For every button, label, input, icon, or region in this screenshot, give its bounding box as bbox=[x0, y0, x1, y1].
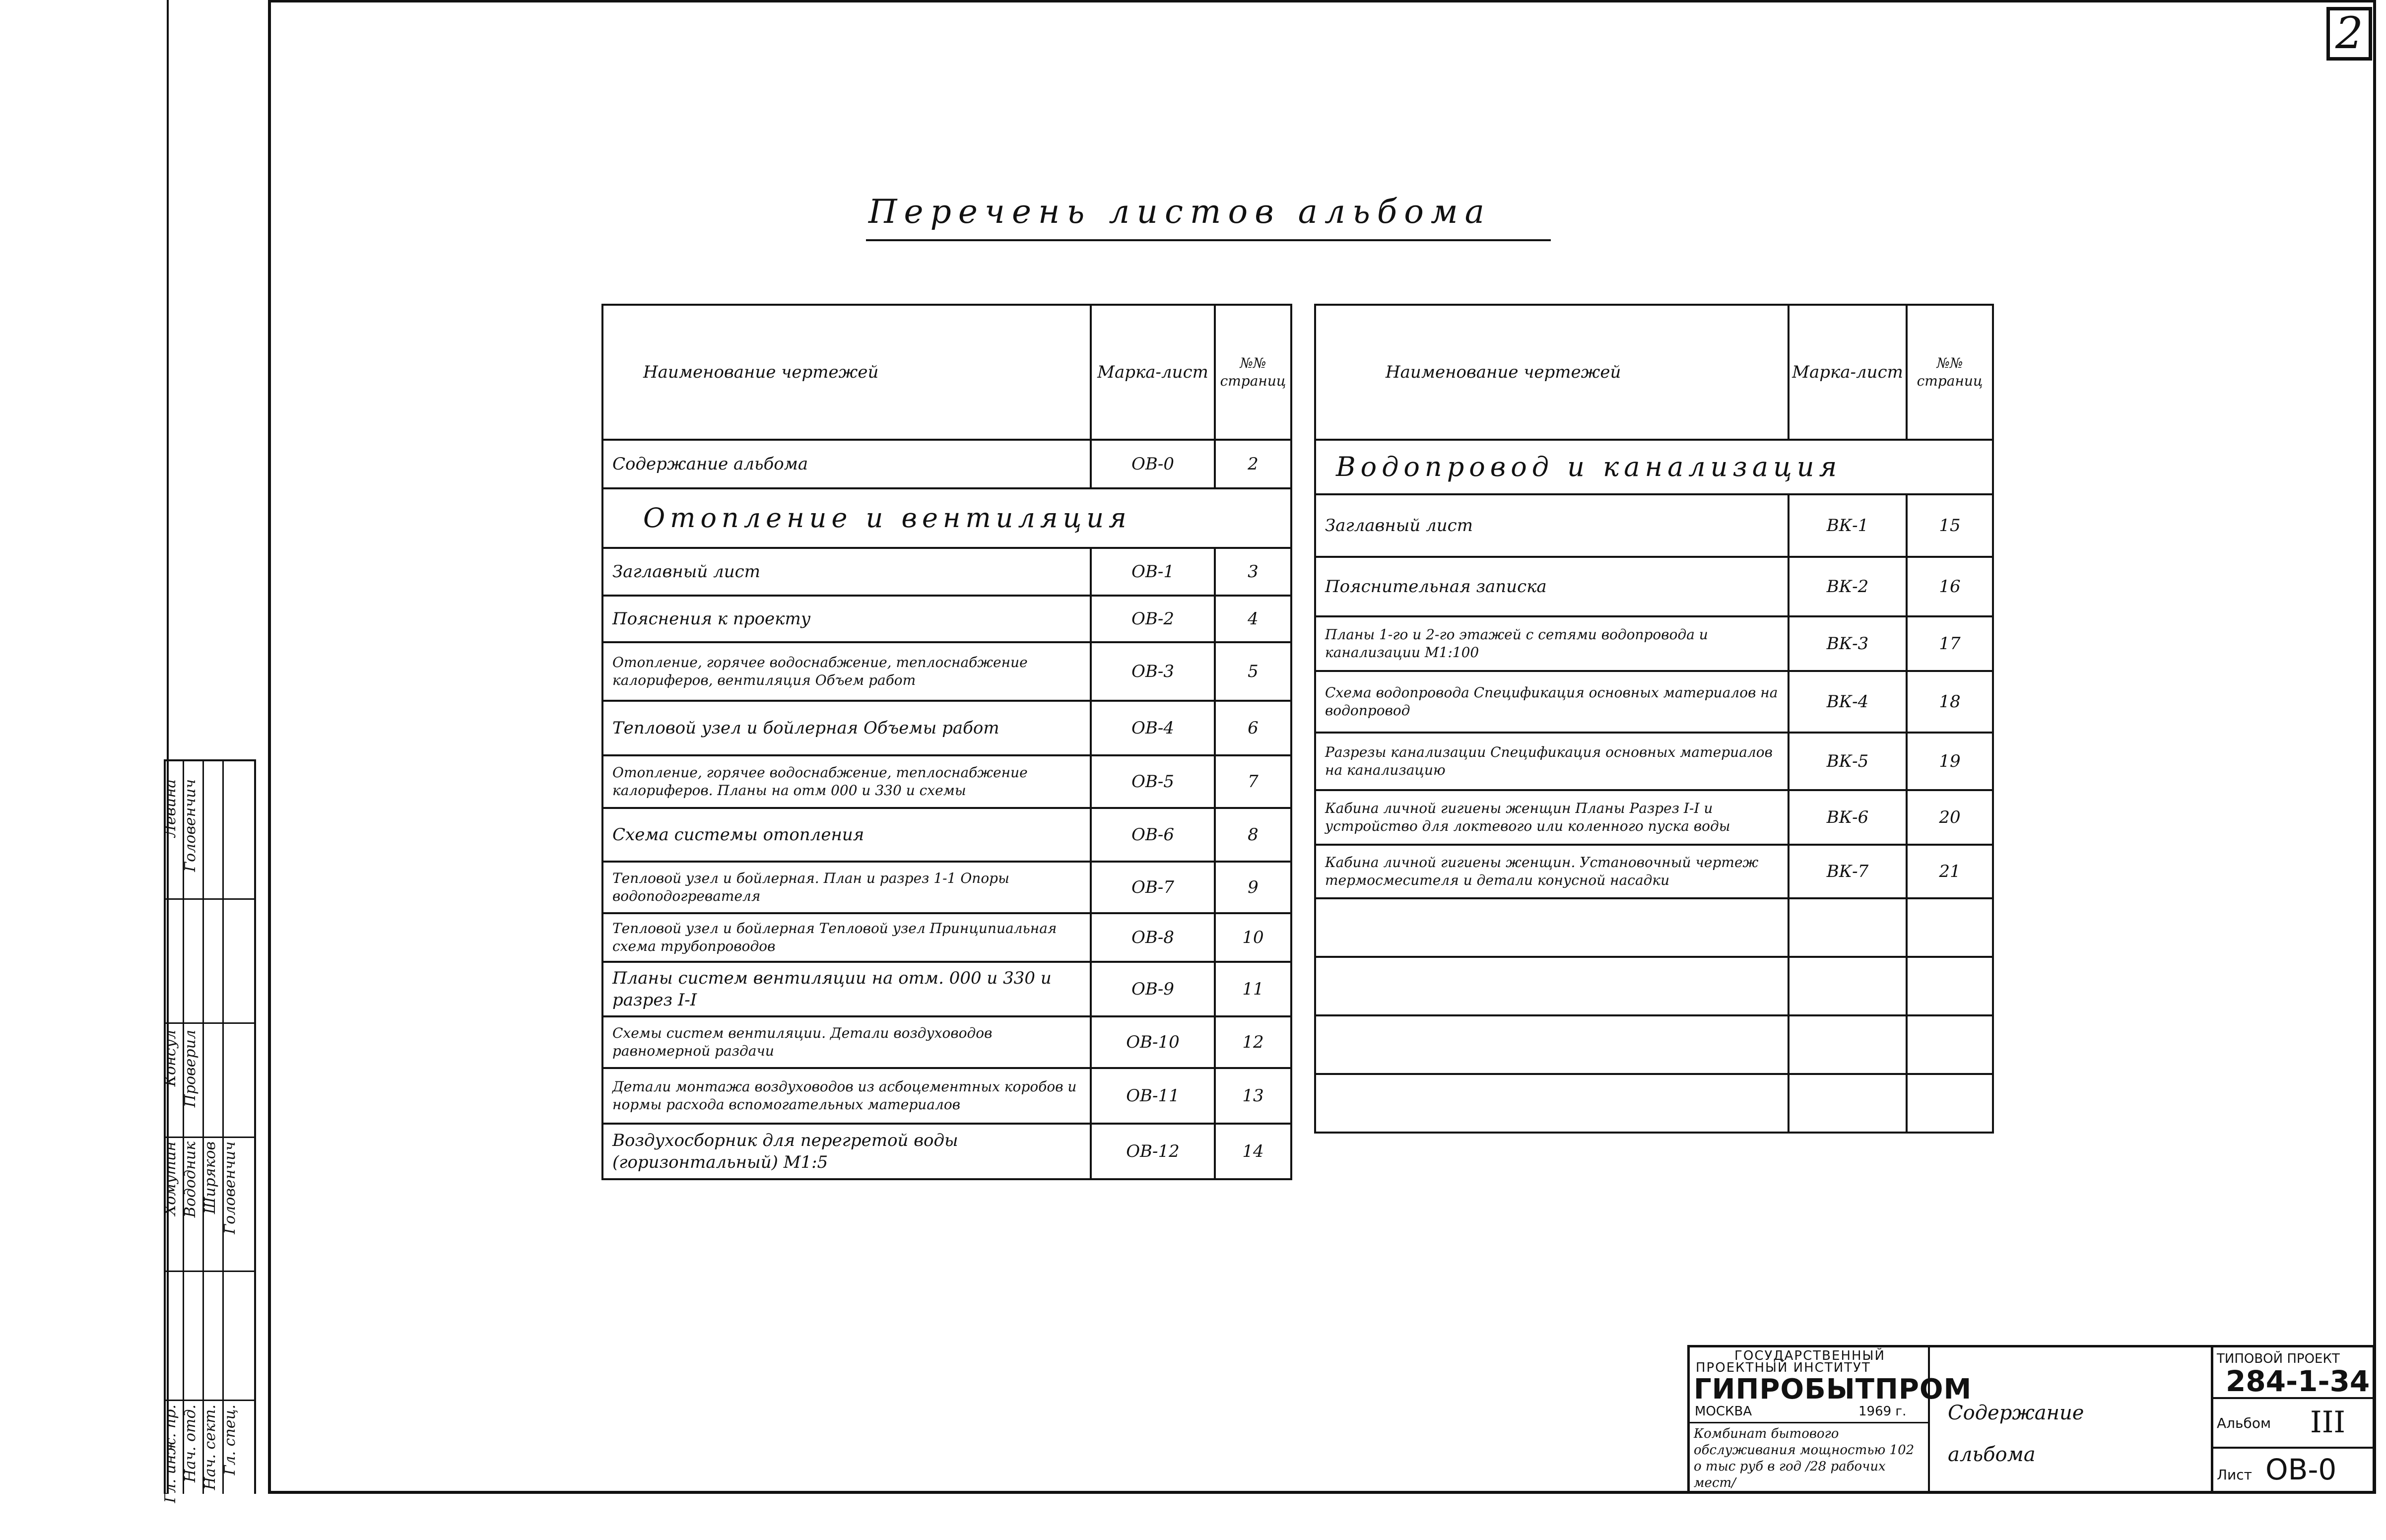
row-name: Кабина личной гигиены женщин. Установочный чертеж термосмесителя и детали конусной насадки bbox=[1315, 845, 1789, 898]
row-mark: ОВ-12 bbox=[1091, 1124, 1215, 1179]
row-name: Схема системы отопления bbox=[602, 808, 1091, 862]
project-code: 284-1-34 bbox=[2226, 1364, 2370, 1398]
stamp-name: Вододник bbox=[182, 1141, 199, 1218]
object-description: Комбинат бытового обслуживания мощностью 102 о тыс руб в год /28 рабочих мест/ bbox=[1694, 1426, 1915, 1490]
stamp-divider bbox=[164, 1137, 256, 1138]
row-name: Пояснительная записка bbox=[1315, 557, 1789, 616]
header-page: №№ страниц bbox=[1907, 305, 1993, 440]
sheet-label: Лист bbox=[2217, 1467, 2252, 1483]
sheet-value: ОВ-0 bbox=[2265, 1453, 2337, 1486]
row-name: Планы систем вентиляции на отм. 000 и 330 и разрез I-I bbox=[602, 962, 1091, 1016]
table-row bbox=[602, 701, 1291, 755]
stamp-divider bbox=[164, 1400, 256, 1401]
row-page: 8 bbox=[1215, 808, 1291, 862]
stamp-name: Головенчич bbox=[221, 1141, 239, 1234]
row-mark: ОВ-1 bbox=[1091, 548, 1215, 596]
row-mark: ОВ-4 bbox=[1091, 701, 1215, 755]
row-mark: ВК-4 bbox=[1789, 671, 1907, 733]
row-name: Разрезы канализации Спецификация основных материалов на канализацию bbox=[1315, 733, 1789, 790]
row-name: Планы 1-го и 2-го этажей с сетями водопровода и канализации М1:100 bbox=[1315, 616, 1789, 671]
album-value: III bbox=[2310, 1405, 2346, 1440]
empty-table-row bbox=[1315, 1074, 1993, 1133]
row-page: 21 bbox=[1907, 845, 1993, 898]
stamp-divider bbox=[164, 1022, 256, 1024]
table-row bbox=[1315, 790, 1993, 845]
row-page: 2 bbox=[1215, 440, 1291, 488]
row-page: 4 bbox=[1215, 596, 1291, 642]
row-name: Воздухосборник для перегретой воды (горизонтальный) М1:5 bbox=[602, 1124, 1091, 1179]
empty-cell bbox=[1315, 1074, 1789, 1133]
header-name: Наименование чертежей bbox=[602, 305, 1091, 440]
empty-cell bbox=[1315, 898, 1789, 957]
side-stamp bbox=[164, 759, 256, 1494]
row-page: 18 bbox=[1907, 671, 1993, 733]
row-mark: ОВ-6 bbox=[1091, 808, 1215, 862]
stamp-divider bbox=[164, 1271, 256, 1272]
table-row bbox=[1315, 557, 1993, 616]
empty-cell bbox=[1789, 1015, 1907, 1074]
stamp-role: Нач. отд. bbox=[182, 1405, 199, 1482]
institute-name: ГИПРОБЫТПРОМ bbox=[1694, 1373, 1972, 1406]
page-title: Перечень листов альбома bbox=[868, 193, 1492, 231]
right-sheet-list-table bbox=[1314, 304, 1994, 1134]
table-row bbox=[602, 808, 1291, 862]
stamp-name: Хомутин bbox=[162, 1141, 179, 1216]
header-mark: Марка-лист bbox=[1091, 305, 1215, 440]
row-mark: ОВ-7 bbox=[1091, 862, 1215, 913]
table-header-row bbox=[602, 305, 1291, 440]
table-row bbox=[602, 642, 1291, 701]
row-name: Детали монтажа воздуховодов из асбоцементных коробов и нормы расхода вспомогательных материалов bbox=[602, 1068, 1091, 1124]
row-name: Заглавный лист bbox=[602, 548, 1091, 596]
row-mark: ВК-6 bbox=[1789, 790, 1907, 845]
row-mark: ОВ-5 bbox=[1091, 755, 1215, 808]
row-mark: ОВ-8 bbox=[1091, 913, 1215, 962]
table-row bbox=[602, 1068, 1291, 1124]
row-page: 14 bbox=[1215, 1124, 1291, 1179]
stamp-divider bbox=[222, 759, 224, 1494]
table-row bbox=[1315, 671, 1993, 733]
empty-cell bbox=[1907, 1015, 1993, 1074]
header-page: №№ страниц bbox=[1215, 305, 1291, 440]
stamp-divider bbox=[164, 898, 256, 900]
left-sheet-list-table bbox=[601, 304, 1292, 1180]
row-name: Отопление, горячее водоснабжение, теплоснабжение калориферов. Планы на отм 000 и 330 и схемы bbox=[602, 755, 1091, 808]
empty-table-row bbox=[1315, 1015, 1993, 1074]
row-name: Содержание альбома bbox=[602, 440, 1091, 488]
left-rows bbox=[602, 548, 1291, 1179]
header-mark: Марка-лист bbox=[1789, 305, 1907, 440]
table-row bbox=[602, 440, 1291, 488]
table-row bbox=[1315, 494, 1993, 557]
row-page: 5 bbox=[1215, 642, 1291, 701]
table-row bbox=[602, 548, 1291, 596]
table-row bbox=[602, 596, 1291, 642]
row-page: 10 bbox=[1215, 913, 1291, 962]
row-page: 7 bbox=[1215, 755, 1291, 808]
section-title: Отопление и вентиляция bbox=[602, 488, 1291, 548]
empty-cell bbox=[1907, 898, 1993, 957]
empty-table-row bbox=[1315, 898, 1993, 957]
header-name: Наименование чертежей bbox=[1315, 305, 1789, 440]
title-block bbox=[1687, 1345, 2375, 1494]
row-page: 6 bbox=[1215, 701, 1291, 755]
stamp-name: Левина bbox=[162, 779, 179, 838]
row-page: 15 bbox=[1907, 494, 1993, 557]
institute-line1: ГОСУДАРСТВЕННЫЙ bbox=[1734, 1348, 1885, 1363]
row-mark: ОВ-10 bbox=[1091, 1016, 1215, 1068]
section-row bbox=[1315, 440, 1993, 494]
section-row bbox=[602, 488, 1291, 548]
empty-cell bbox=[1315, 1015, 1789, 1074]
row-page: 19 bbox=[1907, 733, 1993, 790]
title-underline bbox=[866, 239, 1551, 241]
institute-year: 1969 г. bbox=[1858, 1404, 1907, 1419]
table-row bbox=[602, 755, 1291, 808]
row-page: 20 bbox=[1907, 790, 1993, 845]
row-mark: ВК-7 bbox=[1789, 845, 1907, 898]
table-row bbox=[1315, 733, 1993, 790]
row-mark: ВК-1 bbox=[1789, 494, 1907, 557]
row-name: Тепловой узел и бойлерная Тепловой узел Принципиальная схема трубопроводов bbox=[602, 913, 1091, 962]
table-row bbox=[602, 913, 1291, 962]
row-name: Пояснения к проекту bbox=[602, 596, 1091, 642]
tb-divider bbox=[1690, 1422, 1928, 1423]
row-mark: ОВ-11 bbox=[1091, 1068, 1215, 1124]
tb-divider bbox=[2211, 1347, 2213, 1491]
empty-cell bbox=[1789, 957, 1907, 1015]
empty-cell bbox=[1907, 957, 1993, 1015]
table-row bbox=[602, 1016, 1291, 1068]
institute-line2: ПРОЕКТНЫЙ ИНСТИТУТ bbox=[1696, 1360, 1871, 1375]
sheet-number: 2 bbox=[2326, 7, 2372, 61]
row-page: 9 bbox=[1215, 862, 1291, 913]
institute-city: МОСКВА bbox=[1695, 1404, 1752, 1419]
table-row bbox=[1315, 845, 1993, 898]
stamp-name: Ширяков bbox=[201, 1141, 219, 1214]
table-row bbox=[602, 1124, 1291, 1179]
row-name: Заглавный лист bbox=[1315, 494, 1789, 557]
row-page: 12 bbox=[1215, 1016, 1291, 1068]
row-mark: ОВ-2 bbox=[1091, 596, 1215, 642]
row-page: 13 bbox=[1215, 1068, 1291, 1124]
table-row bbox=[602, 862, 1291, 913]
section-title: Водопровод и канализация bbox=[1315, 440, 1993, 494]
row-mark: ОВ-3 bbox=[1091, 642, 1215, 701]
empty-cell bbox=[1907, 1074, 1993, 1133]
row-name: Схема водопровода Спецификация основных материалов на водопровод bbox=[1315, 671, 1789, 733]
row-page: 11 bbox=[1215, 962, 1291, 1016]
album-label: Альбом bbox=[2217, 1415, 2271, 1431]
empty-table-row bbox=[1315, 957, 1993, 1015]
right-rows bbox=[1315, 494, 1993, 1133]
table-row bbox=[1315, 616, 1993, 671]
empty-cell bbox=[1789, 898, 1907, 957]
sheet-title: Содержание альбома bbox=[1948, 1402, 2084, 1466]
row-page: 16 bbox=[1907, 557, 1993, 616]
stamp-divider bbox=[202, 759, 204, 1494]
table-header-row bbox=[1315, 305, 1993, 440]
tb-divider bbox=[2211, 1447, 2375, 1449]
row-name: Отопление, горячее водоснабжение, теплоснабжение калориферов, вентиляция Объем работ bbox=[602, 642, 1091, 701]
table-row bbox=[602, 962, 1291, 1016]
row-name: Тепловой узел и бойлерная. План и разрез 1-1 Опоры водоподогревателя bbox=[602, 862, 1091, 913]
stamp-role: Гл. спец. bbox=[221, 1405, 239, 1475]
empty-cell bbox=[1315, 957, 1789, 1015]
row-mark: ВК-2 bbox=[1789, 557, 1907, 616]
row-mark: ВК-5 bbox=[1789, 733, 1907, 790]
stamp-role: Нач. сект. bbox=[201, 1405, 219, 1490]
row-page: 17 bbox=[1907, 616, 1993, 671]
stamp-name: Проверил bbox=[182, 1030, 199, 1108]
project-label: ТИПОВОЙ ПРОЕКТ bbox=[2217, 1351, 2340, 1366]
row-mark: ОВ-9 bbox=[1091, 962, 1215, 1016]
row-name: Тепловой узел и бойлерная Объемы работ bbox=[602, 701, 1091, 755]
row-mark: ВК-3 bbox=[1789, 616, 1907, 671]
stamp-name: Консул bbox=[162, 1030, 179, 1087]
row-name: Схемы систем вентиляции. Детали воздуховодов равномерной раздачи bbox=[602, 1016, 1091, 1068]
row-name: Кабина личной гигиены женщин Планы Разрез I-I и устройство для локтевого или коленного пуска воды bbox=[1315, 790, 1789, 845]
row-page: 3 bbox=[1215, 548, 1291, 596]
stamp-role: Гл. инж. пр. bbox=[162, 1405, 179, 1503]
row-mark: ОВ-0 bbox=[1091, 440, 1215, 488]
stamp-name: Головенчич bbox=[182, 779, 199, 872]
empty-cell bbox=[1789, 1074, 1907, 1133]
